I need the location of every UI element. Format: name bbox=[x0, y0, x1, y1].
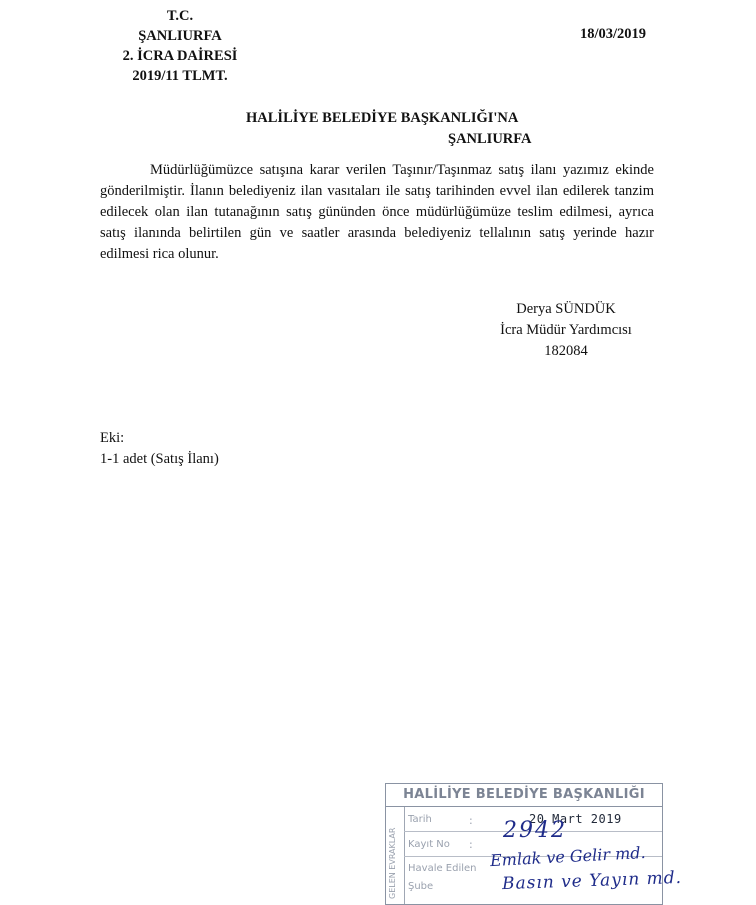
recipient-city: ŞANLIURFA bbox=[448, 131, 532, 147]
signer-title: İcra Müdür Yardımcısı bbox=[500, 322, 632, 338]
stamp-title: HALİLİYE BELEDİYE BAŞKANLIĞI bbox=[386, 784, 662, 807]
signer-name: Derya SÜNDÜK bbox=[516, 301, 616, 317]
signer-number: 182084 bbox=[544, 343, 588, 359]
recipient-block bbox=[246, 108, 646, 150]
recipient-name: HALİLİYE BELEDİYE BAŞKANLIĞI'NA bbox=[246, 110, 519, 126]
attachment-item: 1-1 adet (Satış İlanı) bbox=[100, 451, 219, 467]
stamp-forward-label: Havale Edilen bbox=[408, 863, 477, 874]
issuer-line-tc: T.C. bbox=[166, 8, 194, 24]
stamp-colon: : bbox=[469, 838, 473, 851]
document-date: 18/03/2019 bbox=[580, 26, 647, 42]
stamp-side-text: GELEN EVRAKLAR bbox=[388, 827, 397, 899]
attachments-label: Eki: bbox=[100, 430, 125, 446]
stamp-date-label: Tarih bbox=[408, 814, 432, 825]
issuer-line-file-no: 2019/11 TLMT. bbox=[132, 68, 228, 84]
stamp-branch-label: Şube bbox=[408, 881, 434, 892]
stamp-reg-label: Kayıt No bbox=[408, 839, 450, 850]
signature-block bbox=[486, 299, 646, 362]
handwritten-forward-line2: Basın ve Yayın md. bbox=[501, 867, 683, 895]
issuer-line-city: ŞANLIURFA bbox=[138, 28, 222, 44]
stamp-side-column bbox=[386, 807, 405, 904]
issuer-line-office: 2. İCRA DAİRESİ bbox=[122, 48, 238, 64]
stamp-colon: : bbox=[469, 814, 473, 827]
stamp-date-value: 20 Mart 2019 bbox=[529, 812, 622, 826]
issuer-header bbox=[100, 6, 260, 86]
body-paragraph: Müdürlüğümüzce satışına karar verilen Taşınır/Taşınmaz satış ilanı yazımız ekinde gönderilmiştir. İlanın belediyeniz ilan vasıtaları ile satış tarihinden evvel ilan edilerek tanzim edilecek olan ilan tutanağının satış gününden önce müdürlüğümüze teslim edilmesi, ayrıca satış ilanında belirtilen gün ve saatler arasında belediyeniz tellalının satış yerinde hazır edilmesi rica olunur. bbox=[100, 162, 654, 262]
handwritten-forward-line1: Emlak ve Gelir md. bbox=[489, 842, 646, 871]
attachments-block bbox=[100, 428, 219, 470]
handwritten-reg-no: 2942 bbox=[503, 818, 567, 843]
